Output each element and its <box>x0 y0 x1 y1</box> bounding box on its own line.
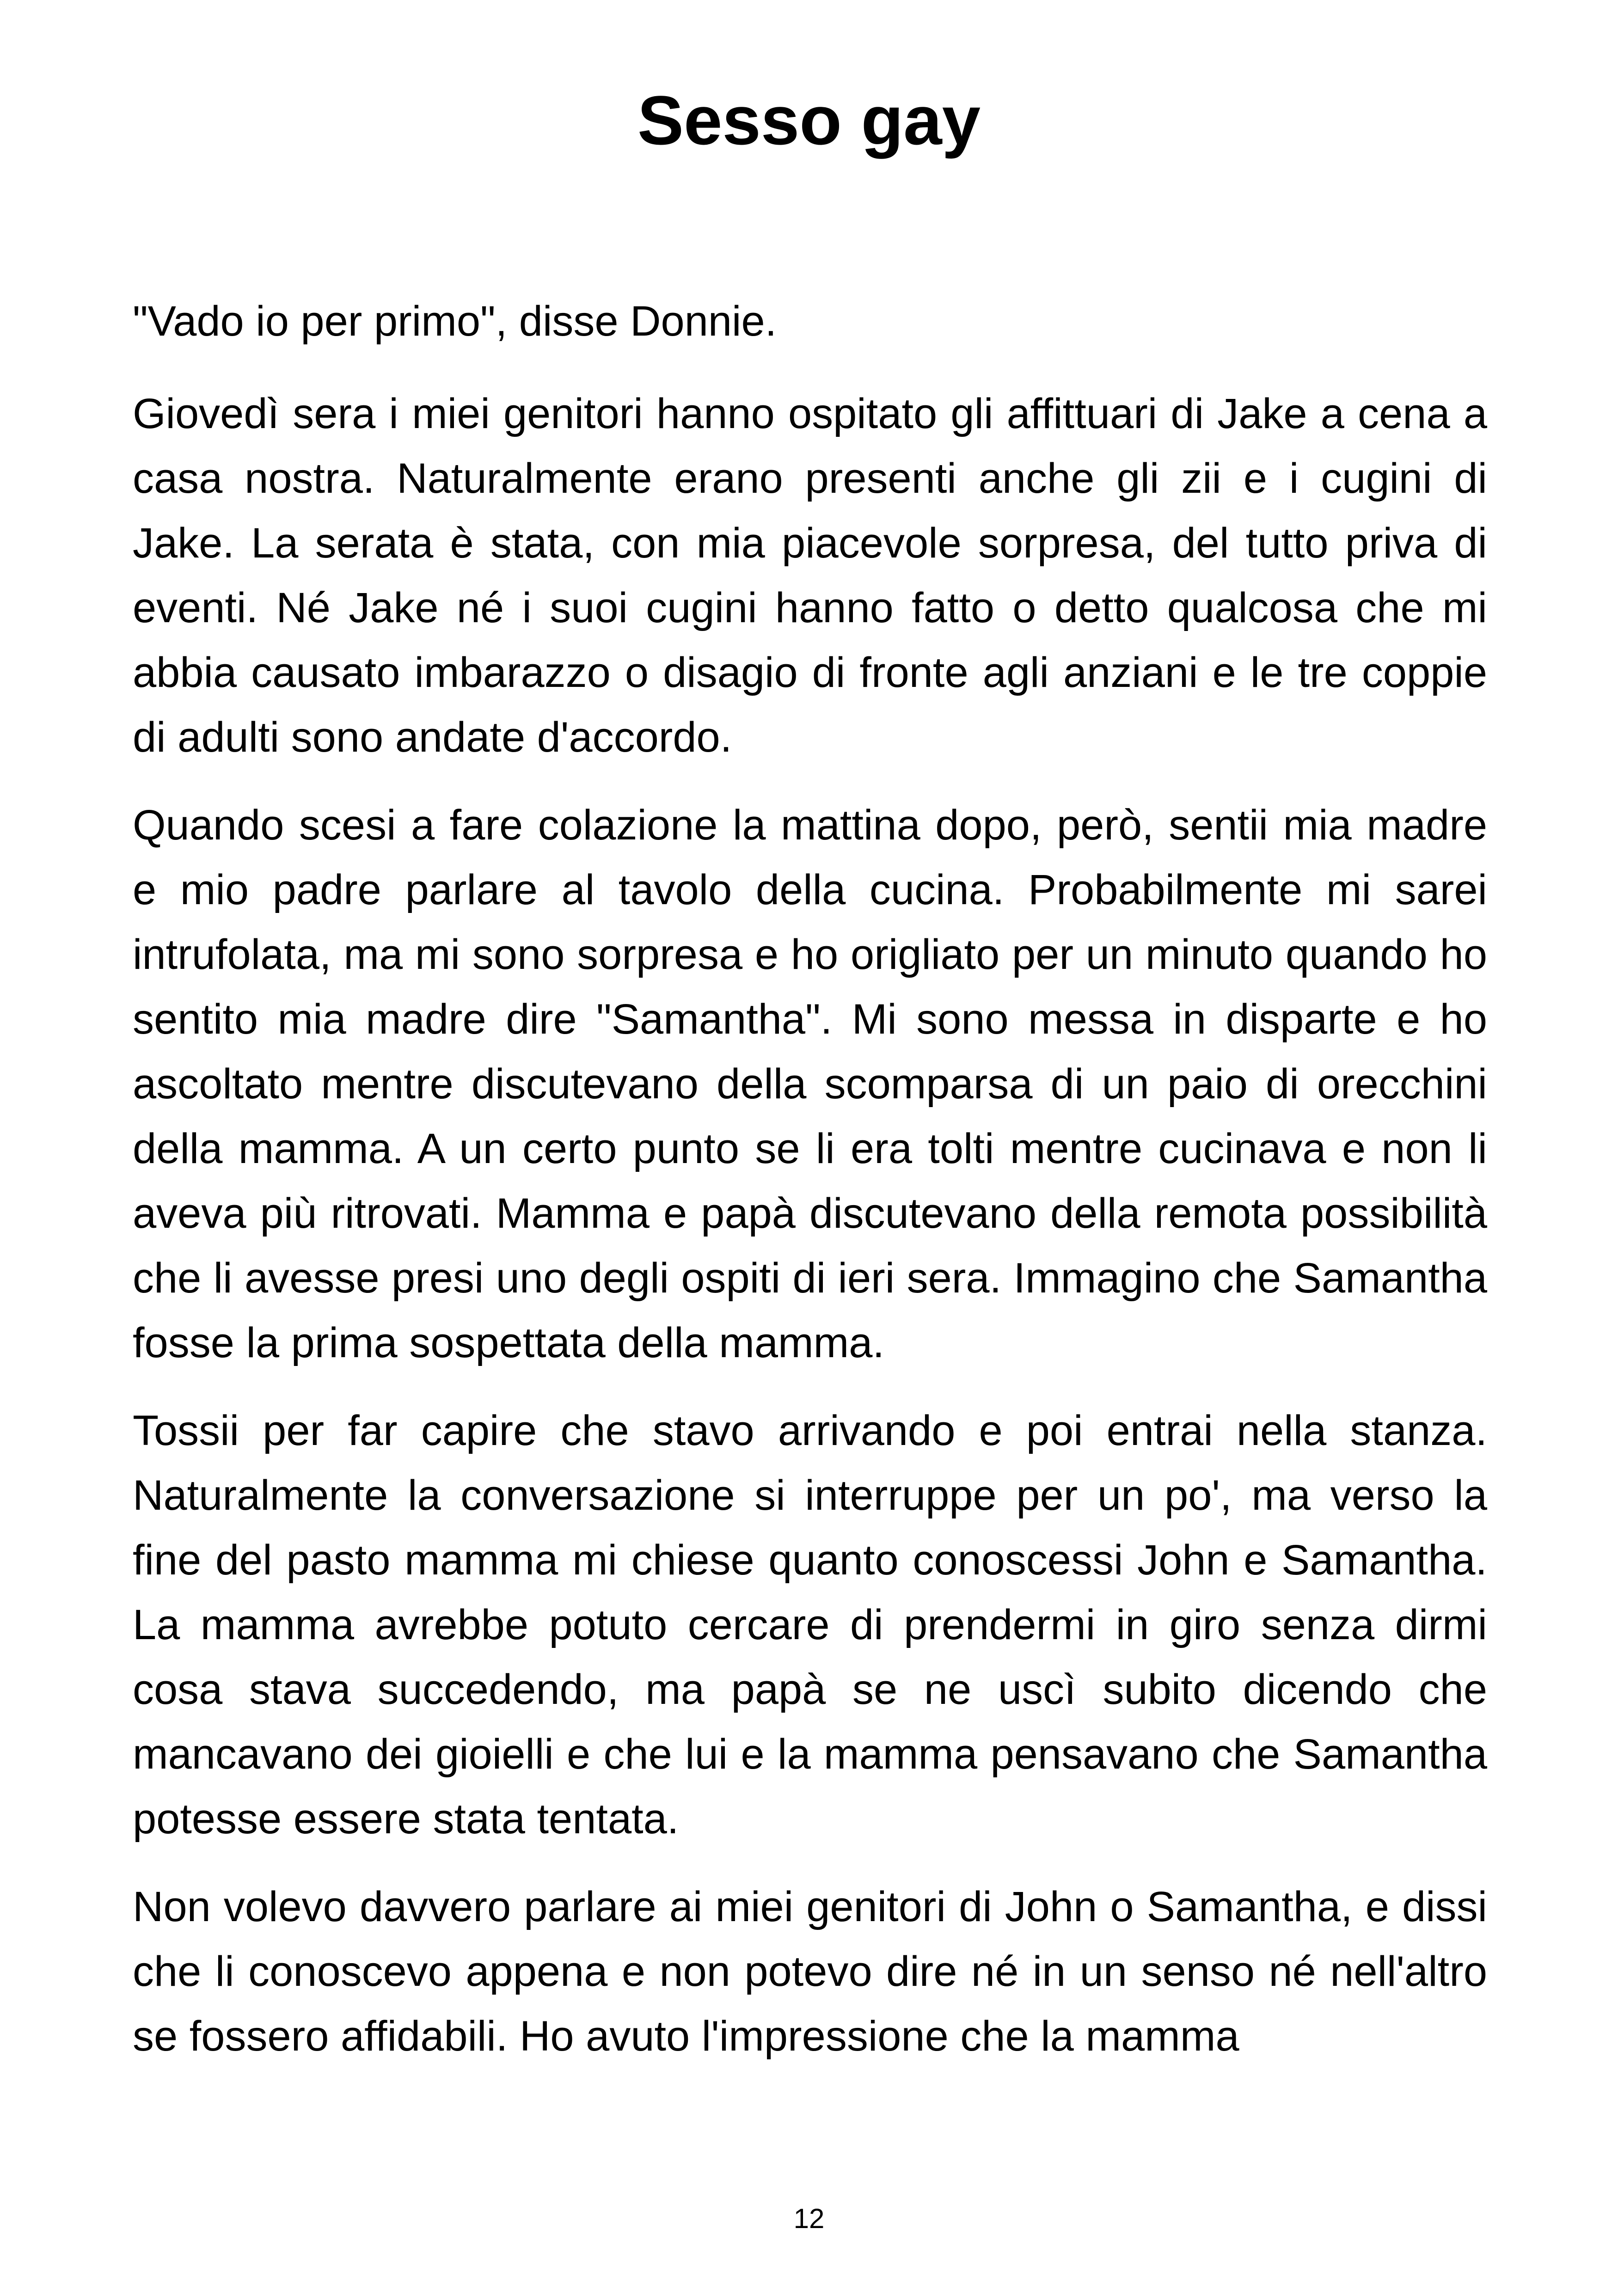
body-text <box>133 289 1487 2092</box>
paragraph-1: "Vado io per primo", disse Donnie. <box>133 298 777 345</box>
paragraph-5: Non volevo davvero parlare ai miei genitori di John o Samantha, e dissi che li conoscevo appena e non potevo dire né in un senso né nell'altro se fossero affidabili. Ho avuto l'impressione che la mamma <box>133 1883 1487 2060</box>
page-title: Sesso gay <box>637 81 981 159</box>
page-number: 12 <box>793 2203 825 2234</box>
paragraph-4: Tossii per far capire che stavo arrivando e poi entrai nella stanza. Naturalmente la conversazione si interruppe per un po', ma verso la fine del pasto mamma mi chiese quanto conoscessi John e Samantha. La mamma avrebbe potuto cercare di prendermi in giro senza dirmi cosa stava succedendo, ma papà se ne uscì subito dicendo che mancavano dei gioielli e che lui e la mamma pensavano che Samantha potesse essere stata tentata. <box>133 1407 1487 1843</box>
paragraph-3: Quando scesi a fare colazione la mattina dopo, però, sentii mia madre e mio padre parlare al tavolo della cucina. Probabilmente mi sarei intrufolata, ma mi sono sorpresa e ho origliato per un minuto quando ho sentito mia madre dire "Samantha". Mi sono messa in disparte e ho ascoltato mentre discutevano della scomparsa di un paio di orecchini della mamma. A un certo punto se li era tolti mentre cucinava e non li aveva più ritrovati. Mamma e papà discutevano della remota possibilità che li avesse presi uno degli ospiti di ieri sera. Immagino che Samantha fosse la prima sospettata della mamma. <box>133 802 1487 1366</box>
paragraph-2: Giovedì sera i miei genitori hanno ospitato gli affittuari di Jake a cena a casa nostra. Naturalmente erano presenti anche gli zii e i cugini di Jake. La serata è stata, con mia piacevole sorpresa, del tutto priva di eventi. Né Jake né i suoi cugini hanno fatto o detto qualcosa che mi abbia causato imbarazzo o disagio di fronte agli anziani e le tre coppie di adulti sono andate d'accordo. <box>133 390 1487 761</box>
